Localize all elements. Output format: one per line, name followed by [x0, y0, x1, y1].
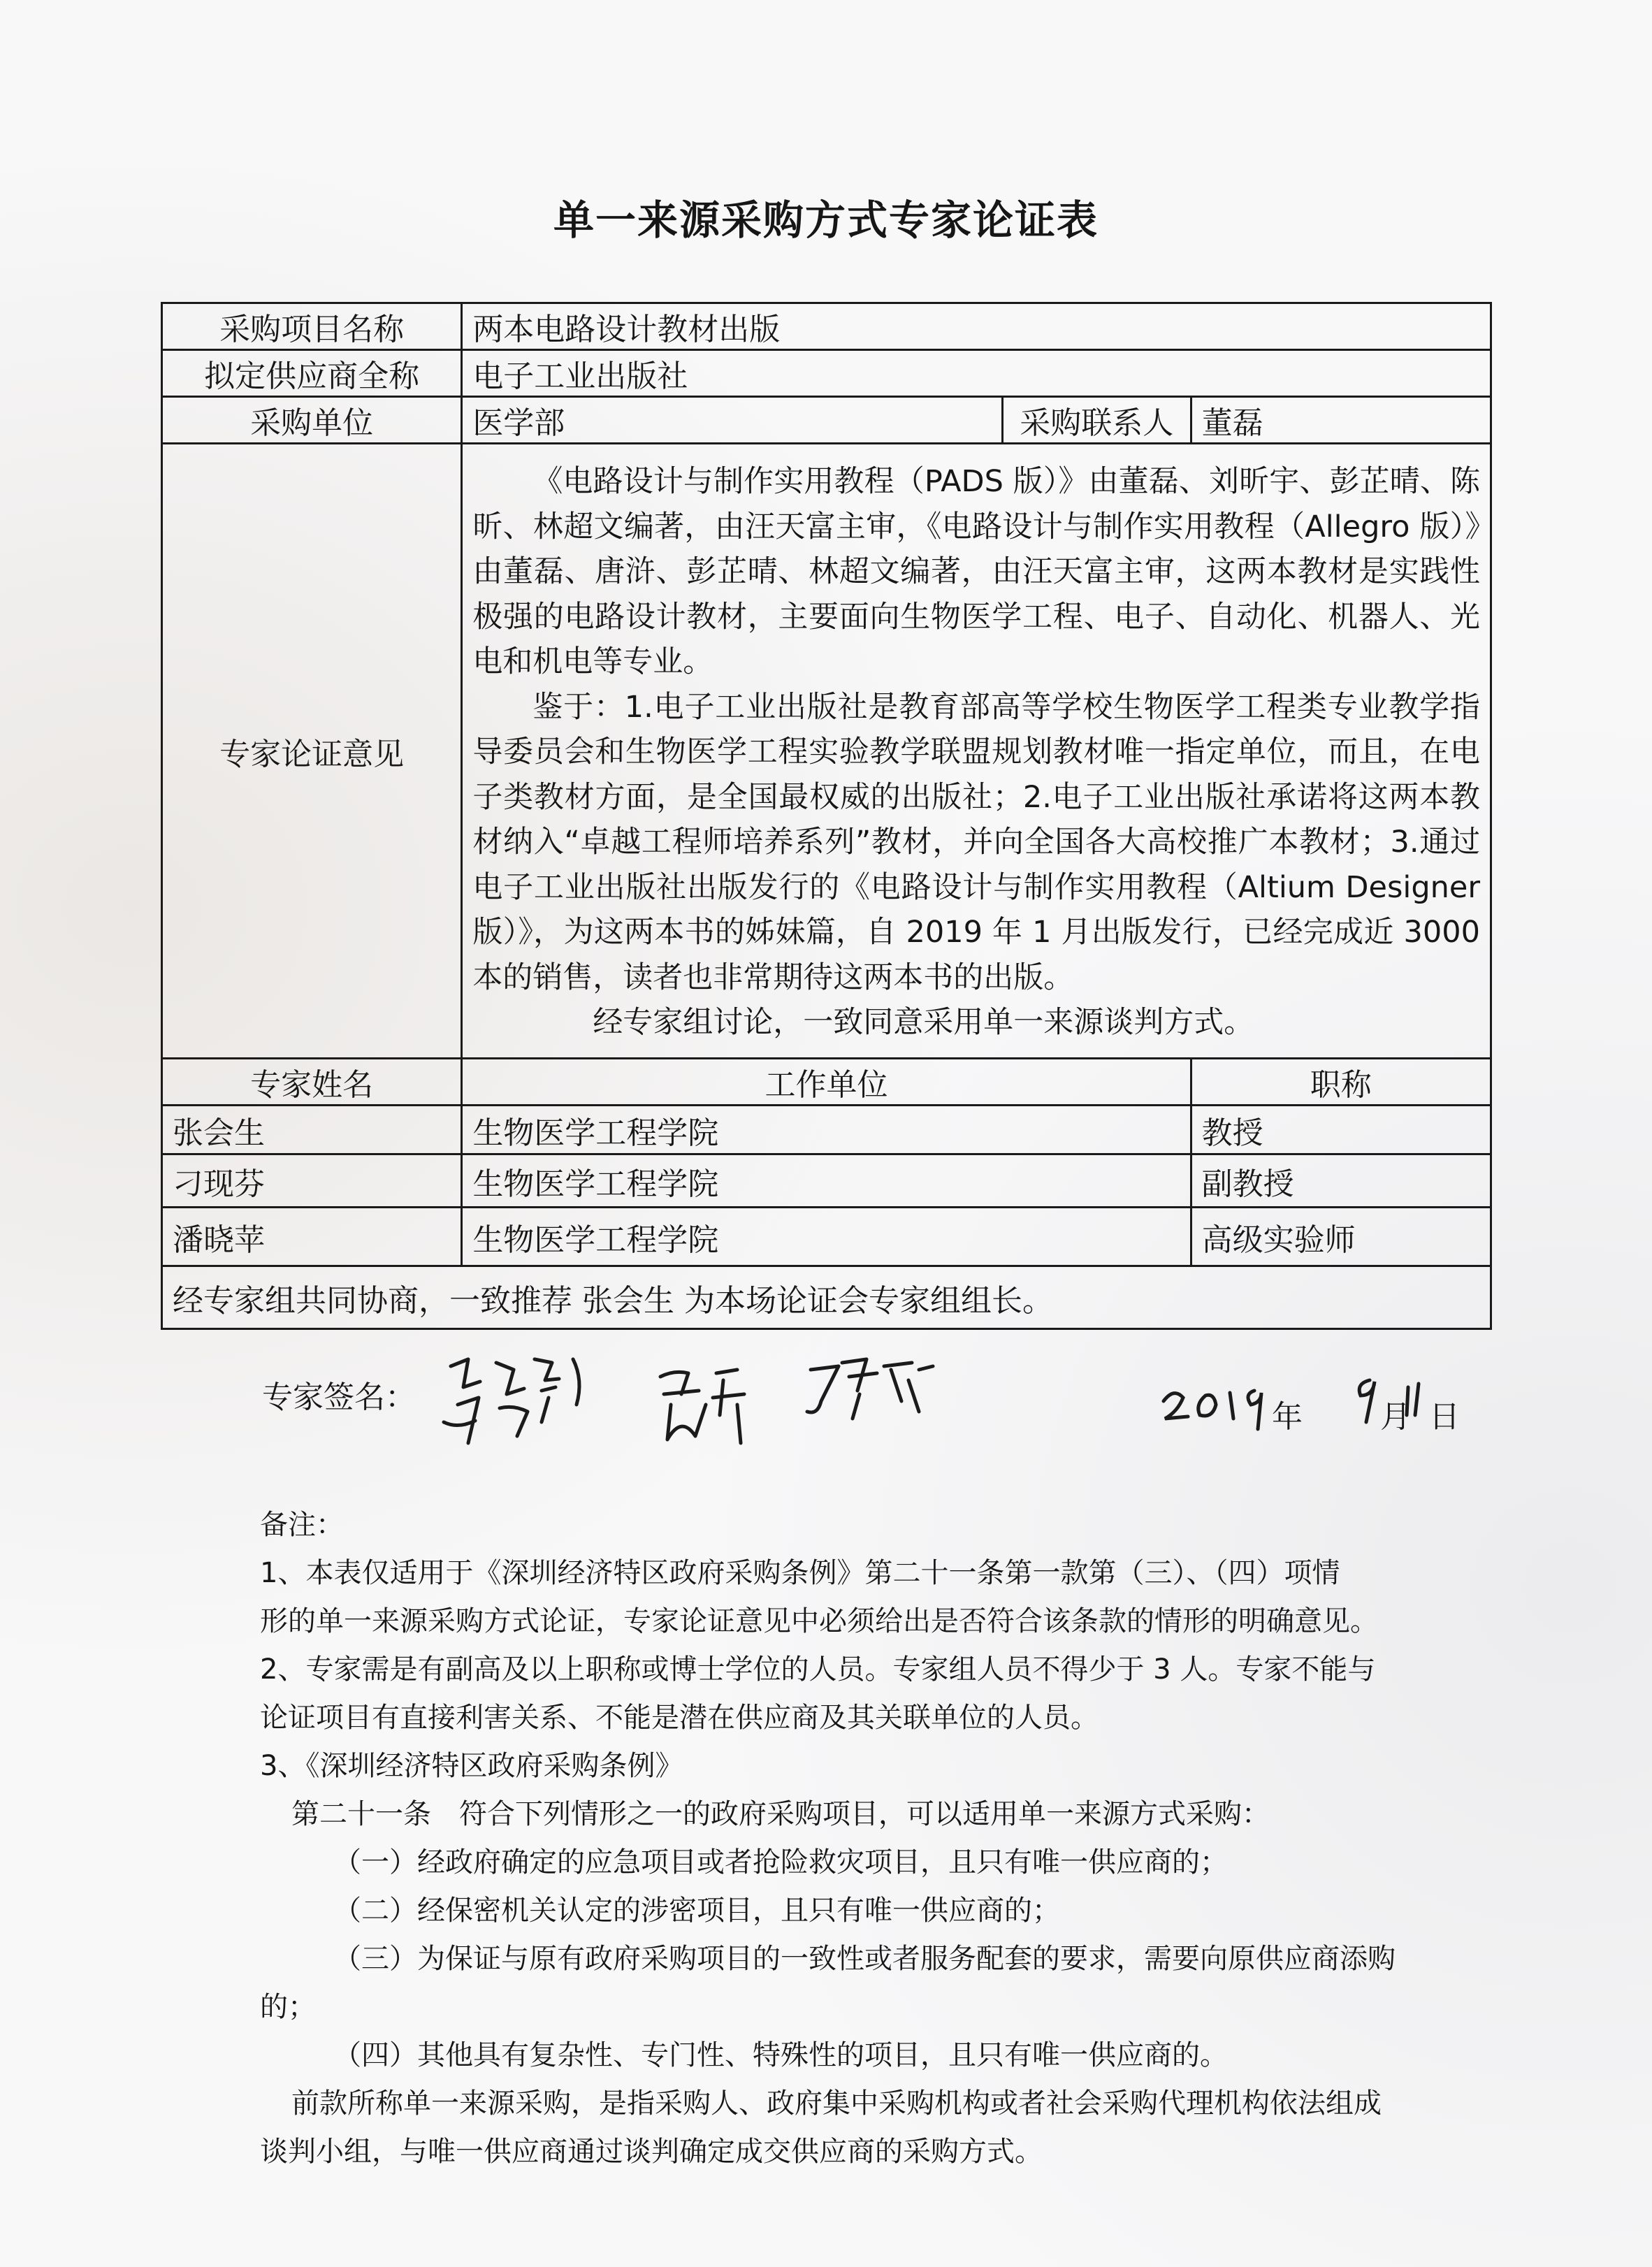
table-row	[162, 1208, 1491, 1266]
date-year-char: 年	[1272, 1399, 1303, 1435]
row-opinion	[162, 444, 1491, 1059]
notes-line: 的；	[260, 1991, 316, 2023]
row-unit	[162, 397, 1491, 444]
project-name-label: 采购项目名称	[162, 303, 462, 350]
contact-value: 董磊	[1191, 397, 1491, 444]
table-row	[162, 1154, 1491, 1208]
date-handwriting-strokes	[1157, 1352, 1457, 1436]
contact-label: 采购联系人	[1002, 397, 1191, 444]
expert-name: 潘晓苹	[162, 1208, 462, 1266]
handwritten-signatures	[430, 1338, 961, 1478]
opinion-paragraph-1: 《电路设计与制作实用教程（PADS 版）》由董磊、刘昕宇、彭芷晴、陈昕、林超文编著，由汪天富主审，《电路设计与制作实用教程（Allegro 版）》由董磊、唐浒、彭芷晴、林超文编著，由汪天富主审，这两本教材是实践性极强的电路设计教材，主要面向生物医学工程、电子、自动化、机器人、光电和机电等专业。	[472, 464, 1480, 680]
signature-area	[262, 1352, 1460, 1492]
expert-unit: 生物医学工程学院	[462, 1208, 1191, 1266]
notes-line: 形的单一来源采购方式论证，专家论证意见中必须给出是否符合该条款的情形的明确意见。	[260, 1605, 1378, 1637]
notes-line: 2、专家需是有副高及以上职称或博士学位的人员。专家组人员不得少于 3 人。专家不能与	[260, 1653, 1376, 1686]
expert-unit: 生物医学工程学院	[462, 1106, 1191, 1154]
notes-line: （四）其他具有复杂性、专门性、特殊性的项目，且只有唯一供应商的。	[333, 2039, 1228, 2071]
signature-label: 专家签名：	[262, 1379, 416, 1415]
notes-line: （二）经保密机关认定的涉密项目，且只有唯一供应商的；	[333, 1895, 1060, 1927]
notes-section	[260, 1501, 1413, 2176]
supplier-label: 拟定供应商全称	[162, 350, 462, 397]
unit-label: 采购单位	[162, 397, 462, 444]
expert-title: 副教授	[1191, 1154, 1491, 1208]
opinion-paragraph-3: 经专家组讨论，一致同意采用单一来源谈判方式。	[593, 1005, 1254, 1041]
supplier-value: 电子工业出版社	[462, 350, 1491, 397]
notes-line: 前款所称单一来源采购，是指采购人、政府集中采购机构或者社会采购代理机构依法组成	[291, 2087, 1382, 2120]
notes-line: 第二十一条 符合下列情形之一的政府采购项目，可以适用单一来源方式采购：	[291, 1798, 1270, 1830]
row-supplier	[162, 350, 1491, 397]
notes-line: 备注：	[260, 1509, 344, 1541]
expert-name: 刁现芬	[162, 1154, 462, 1208]
notes-line: （三）为保证与原有政府采购项目的一致性或者服务配套的要求，需要向原供应商添购	[333, 1943, 1396, 1975]
date-handwritten	[1157, 1352, 1460, 1439]
experts-header-row	[162, 1059, 1491, 1106]
page-title: 单一来源采购方式专家论证表	[553, 196, 1099, 244]
notes-line: 3、《深圳经济特区政府采购条例》	[260, 1750, 683, 1782]
expert-form-table	[161, 302, 1492, 1330]
header-work-unit: 工作单位	[462, 1059, 1191, 1106]
date-day-char: 日	[1429, 1399, 1460, 1435]
notes-line: （一）经政府确定的应急项目或者抢险救灾项目，且只有唯一供应商的；	[333, 1846, 1228, 1878]
row-project-name	[162, 303, 1491, 350]
header-title: 职称	[1191, 1059, 1491, 1106]
expert-title: 教授	[1191, 1106, 1491, 1154]
project-name-value: 两本电路设计教材出版	[462, 303, 1491, 350]
notes-line: 论证项目有直接利害关系、不能是潜在供应商及其关联单位的人员。	[260, 1702, 1099, 1734]
notes-line: 谈判小组，与唯一供应商通过谈判确定成交供应商的采购方式。	[260, 2136, 1043, 2168]
notes-line: 1、本表仅适用于《深圳经济特区政府采购条例》第二十一条第一款第（三）、（四）项情	[260, 1557, 1340, 1589]
expert-title: 高级实验师	[1191, 1208, 1491, 1266]
leader-row	[162, 1266, 1491, 1329]
table-row	[162, 1106, 1491, 1154]
expert-name: 张会生	[162, 1106, 462, 1154]
opinion-paragraph-2: 鉴于：1.电子工业出版社是教育部高等学校生物医学工程类专业教学指导委员会和生物医学工程实验教学联盟规划教材唯一指定单位，而且，在电子类教材方面，是全国最权威的出版社；2.电子工业出版社承诺将这两本教材纳入“卓越工程师培养系列”教材，并向全国各大高校推广本教材；3.通过电子工业出版社出版发行的《电路设计与制作实用教程（Altium Designer 版）》，为这两本书的姊妹篇，自 2019 年 1 月出版发行，已经完成近 3000 本的销售，读者也非常期待这两本书的出版。	[472, 689, 1480, 995]
header-expert-name: 专家姓名	[162, 1059, 462, 1106]
opinion-text	[462, 444, 1491, 1059]
opinion-label: 专家论证意见	[162, 444, 462, 1059]
leader-text: 经专家组共同协商，一致推荐 张会生 为本场论证会专家组组长。	[162, 1266, 1491, 1329]
date-month-char: 月	[1380, 1399, 1411, 1435]
expert-unit: 生物医学工程学院	[462, 1154, 1191, 1208]
unit-value: 医学部	[462, 397, 1003, 444]
